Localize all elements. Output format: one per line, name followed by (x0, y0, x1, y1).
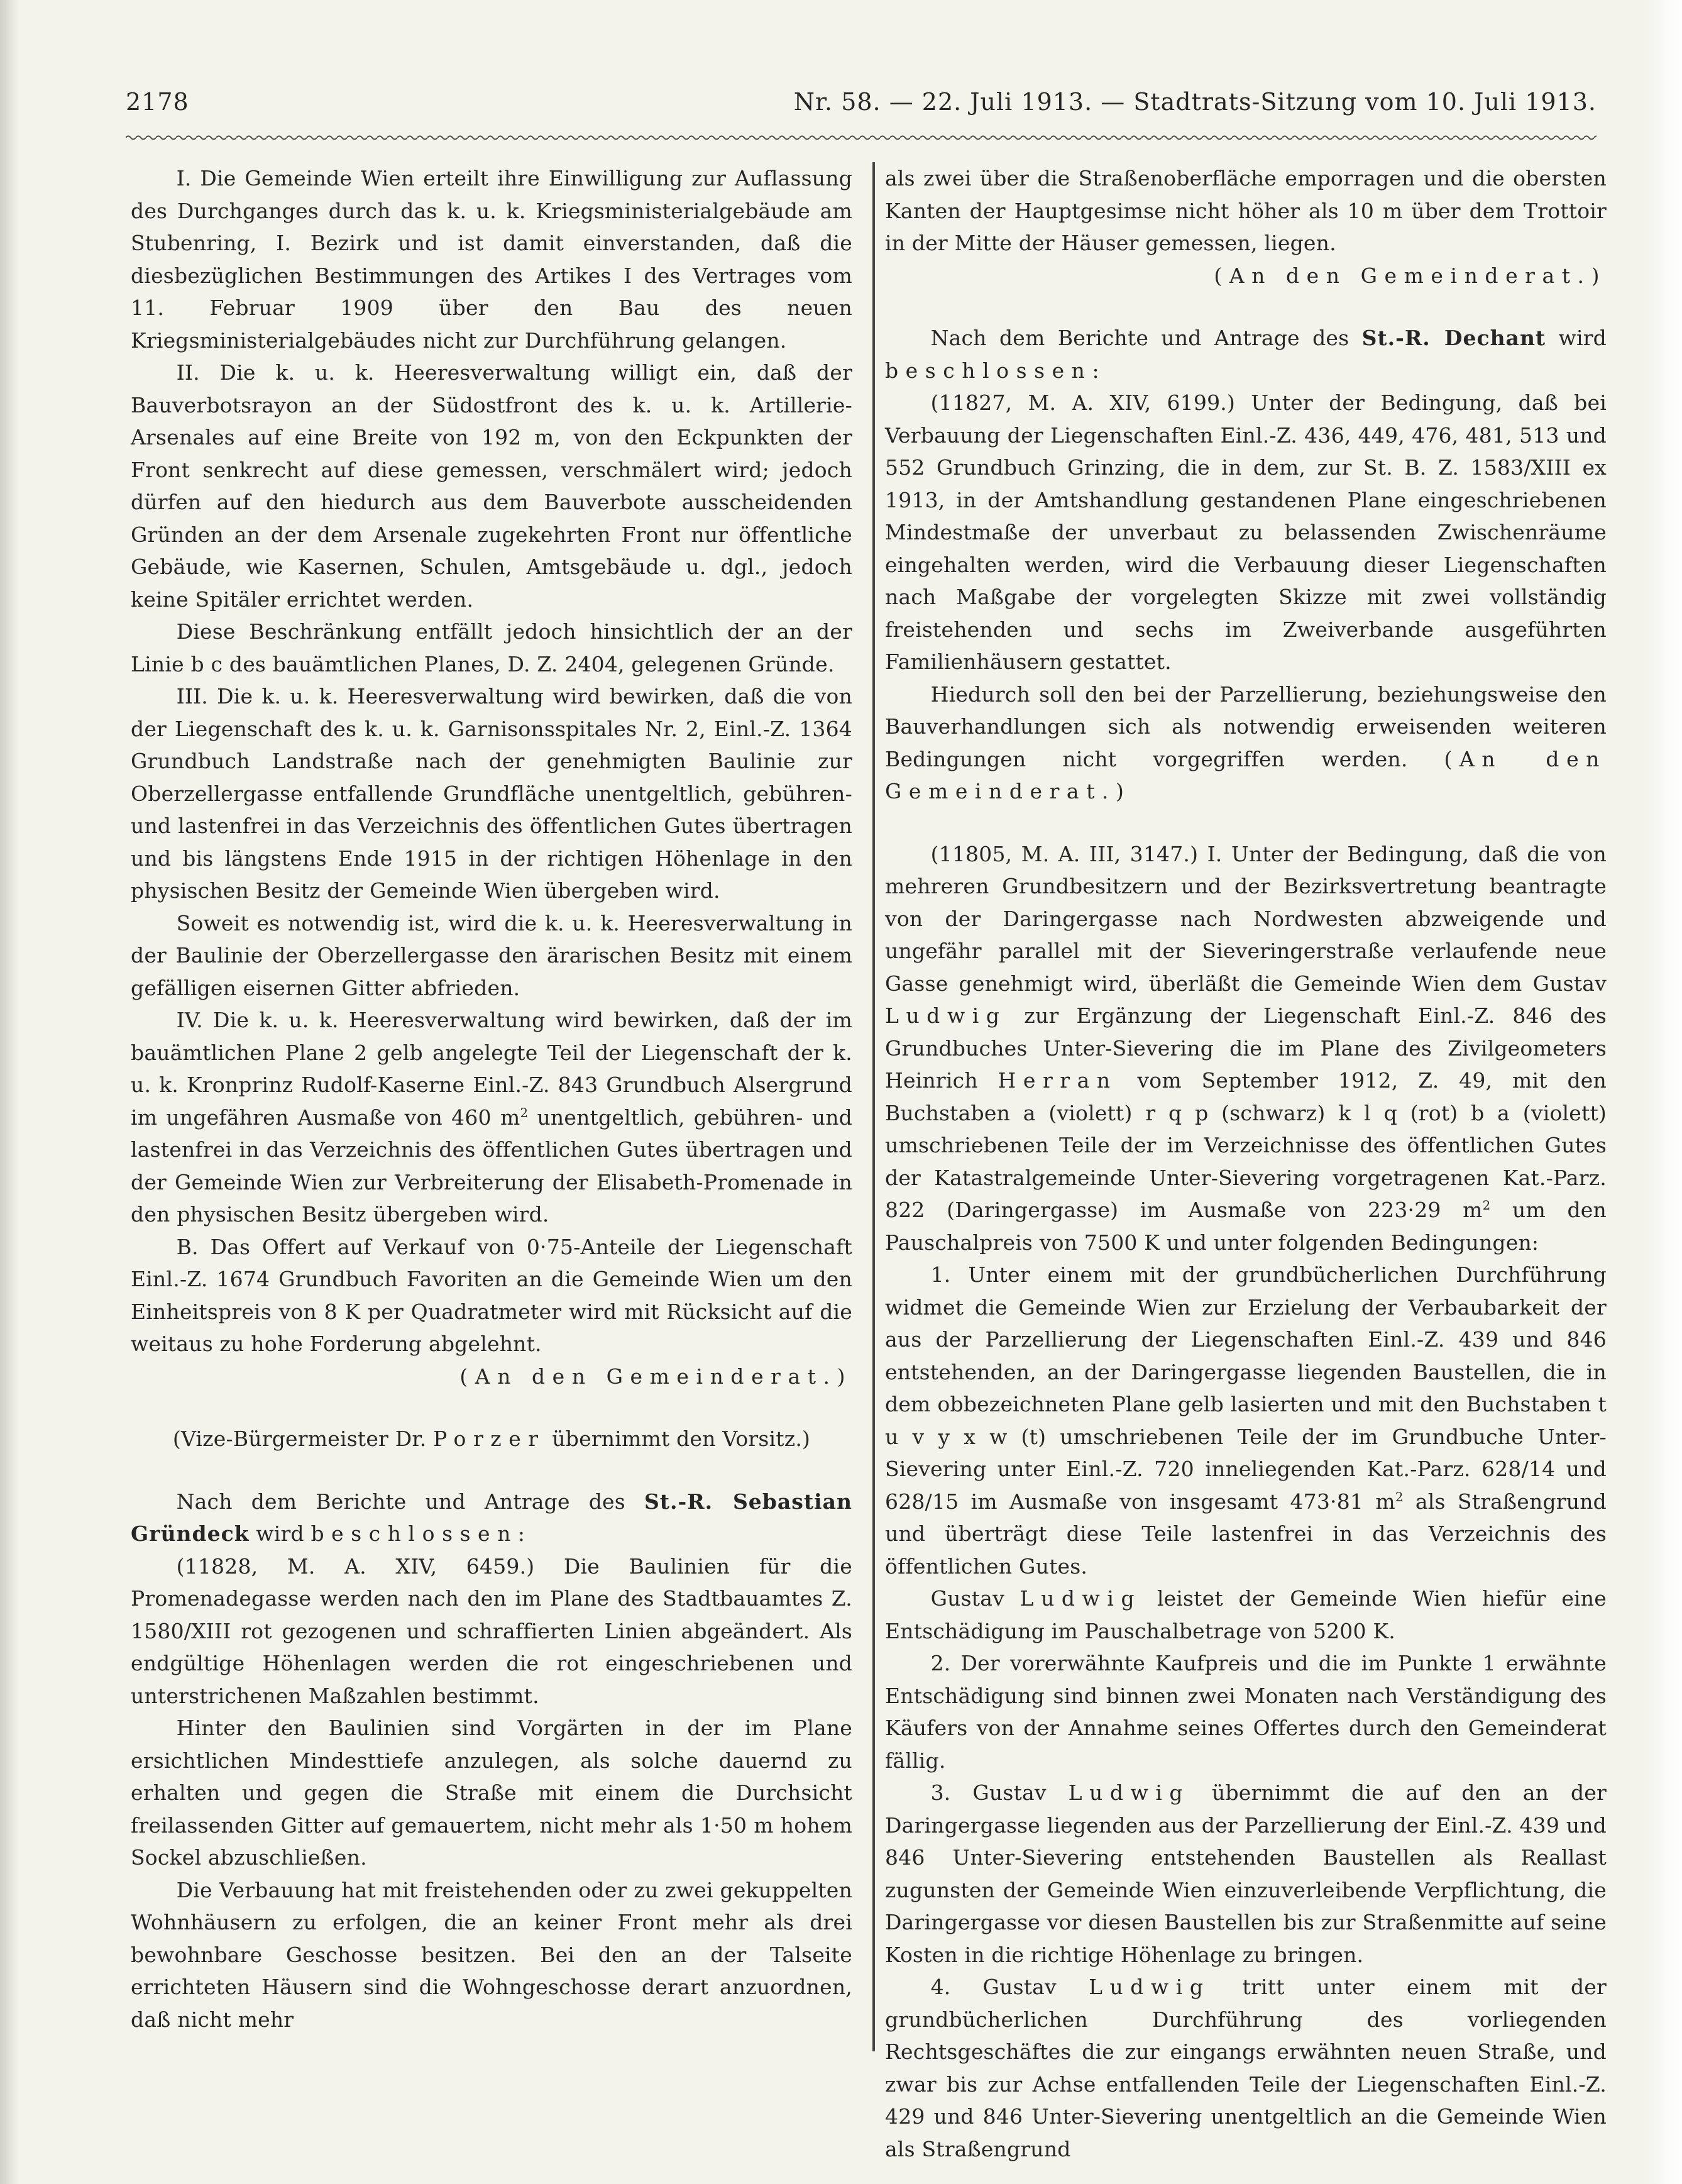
scan-left-edge (0, 0, 19, 2184)
condition-3 (885, 1777, 1607, 1971)
resolution-intro (131, 1486, 852, 1550)
page-number: 2178 (126, 88, 189, 116)
person-name: Ludwig (1020, 1586, 1142, 1611)
text-run: übernimmt die auf den an der Daringergasse liegenden aus der Parzellierung der Einl.-Z. 439 und 846 Unter-Sievering entstehenden Baustellen als Reallast zugunsten der Gemeinde Wien einzuverleibende Verpflichtung, die Daringergasse vor diesen Baustellen bis zur Straßenmitte auf seine Kosten in die richtige Höhenlage zu bringen. (885, 1780, 1607, 1967)
text-run: 1. Unter einem mit der grundbücherlichen Durchführung widmet die Gemeinde Wien zur Erzielung der Verbaubarkeit der aus der Parzellierung der Liegenschaften Einl.-Z. 439 und 846 entstehenden, an der Daringergasse liegenden Baustellen, die in dem obbezeichneten Plane gelb lasierten und mit den Buchstaben t u v y x w (t) umschriebenen Teile der im Grundbuche Unter-Sievering unter Einl.-Z. 720 inneliegenden Kat.-Parz. 628/14 und 628/15 im Ausmaße von insgesamt 473·81 m (885, 1262, 1607, 1514)
councillor-name: St.-R. Sebastian Gründeck (131, 1489, 852, 1546)
text-run: Nach dem Berichte und Antrage des (930, 326, 1362, 350)
paragraph-offert-favoriten: B. Das Offert auf Verkauf von 0·75-Anteile der Liegenschaft Einl.-Z. 1674 Grundbuch Favoriten an die Gemeinde Wien um den Einheitspreis von 8 K per Quadratmeter wird mit Rücksicht auf die weitaus zu hohe Forderung abgelehnt. (131, 1234, 852, 1356)
resolved-word: beschlossen: (885, 358, 1107, 383)
text-run: Nach dem Berichte und Antrage des (176, 1489, 644, 1514)
text-run: leistet der Gemeinde Wien hiefür eine Entschädigung im Pauschalbetrage von 5200 K. (885, 1586, 1607, 1643)
text-run: Hiedurch soll den bei der Parzellierung, beziehungsweise den Bauverhandlungen sich als notwendig erweisenden weiteren Bedingungen nicht vorgegriffen werden. (885, 681, 1607, 771)
text-run: (Vize-Bürgermeister Dr. (172, 1426, 434, 1451)
paragraph-vorgaerten: Hinter den Baulinien sind Vorgärten in der im Plane ersichtlichen Mindesttiefe anzulegen, als solche dauernd zu erhalten und gegen die Straße mit einem die Durchsicht freilassenden Gitter auf gemauertem, nicht mehr als 1·50 m hohem Sockel abzuschließen. (131, 1716, 852, 1870)
column-divider (872, 162, 875, 2051)
text-run: zur Ergänzung der Liegenschaft Einl.-Z. 846 des Grundbuches Unter-Sievering die im Plane des Zivilgeometers Heinrich (885, 1003, 1607, 1093)
text-run: wird (1546, 326, 1607, 350)
paragraph-parzellierung (885, 678, 1607, 808)
page-header (126, 88, 1597, 126)
condition-2: 2. Der vorerwähnte Kaufpreis und die im Punkte 1 erwähnte Entschädigung sind binnen zwei Monaten nach Verständigung des Käufers von der Annahme seines Offertes durch den Gemeinderat fällig. (885, 1651, 1607, 1773)
condition-1 (885, 1259, 1607, 1582)
text-run: vom September 1912, Z. 49, mit den Buchstaben a (violett) r q p (schwarz) k l q (rot) b a (violett) umschriebenen Teile der im Verzeichnisse des öffentlichen Gutes der Katastralgemeinde Unter-Sievering vorgetragenen Kat.-Parz. 822 (Daringergasse) im Ausmaße von 223·29 m (885, 1068, 1607, 1222)
text-run: IV. Die k. u. k. Heeresverwaltung wird bewirken, daß der im bauämtlichen Plane 2 gelb angelegte Teil der Liegenschaft der k. u. k. Kronprinz Rudolf-Kaserne Einl.-Z. 843 Grundbuch Alsergrund im ungefähren Ausmaße von 460 m (131, 1008, 852, 1130)
paragraph-continuation: als zwei über die Straßenoberfläche emporragen und die obersten Kanten der Hauptgesimse nicht höher als 10 m über dem Trottoir in der Mitte der Häuser gemessen, liegen. (885, 166, 1607, 255)
running-title: Nr. 58. — 22. Juli 1913. — Stadtrats-Sitzung vom 10. Juli 1913. (793, 88, 1597, 116)
text-run: 3. Gustav (930, 1780, 1069, 1805)
paragraph-grinzing: (11827, M. A. XIV, 6199.) Unter der Bedingung, daß bei Verbauung der Liegenschaften Einl.-Z. 436, 449, 476, 481, 513 und 552 Grundbuch Grinzing, die in dem, zur St. B. Z. 1583/XIII ex 1913, in der Amtshandlung gestandenen Plane eingeschriebenen Mindestmaße der unverbaut zu belassenden Zwischenräume eingehalten werden, wird die Verbauung dieser Liegenschaften nach Maßgabe der vorgelegten Skizze mit zwei vollständig freistehenden und sechs im Zweiverbande ausgeführten Familienhäusern gestattet. (885, 390, 1607, 674)
text-run: tritt unter einem mit der grundbücherlichen Durchführung des vorliegenden Rechtsgeschäftes die zur eingangs erwähnten neuen Straße, und zwar bis zur Achse entfallenden Teile der Liegenschaften Einl.-Z. 429 und 846 Unter-Sievering unentgeltlich an die Gemeinde Wien als Straßengrund (885, 1975, 1607, 2161)
councillor-name: St.-R. Dechant (1361, 326, 1546, 350)
text-run: als Straßengrund und überträgt diese Teile lastenfrei in das Verzeichnis des öffentlichen Gutes. (885, 1489, 1607, 1579)
left-column (131, 162, 852, 2036)
condition-4 (885, 1971, 1607, 2165)
paragraph-verbauung: Die Verbauung hat mit freistehenden oder zu zwei gekuppelten Wohnhäusern zu erfolgen, die an keiner Front mehr als drei bewohnbare Geschosse besitzen. Bei den an der Talseite errichteten Häusern sind die Wohngeschosse derart anzuordnen, daß nicht mehr (131, 1877, 852, 2032)
person-name: Porzer (433, 1426, 546, 1451)
paragraph-entschaedigung (885, 1582, 1607, 1647)
paragraph-garnisonsspital: III. Die k. u. k. Heeresverwaltung wird bewirken, daß die von der Liegenschaft des k. u. k. Garnisonsspitales Nr. 2, Einl.-Z. 1364 Grundbuch Landstraße nach der genehmigten Baulinie zur Oberzellergasse entfallende Grundfläche unentgeltlich, gebühren- und lastenfrei in das Verzeichnis des öffentlichen Gutes übertragen und bis längstens Ende 1915 in der richtigen Höhenlage in den physischen Besitz der Gemeinde Wien übergeben wird. (131, 684, 852, 903)
person-name: Ludwig (1088, 1975, 1211, 1999)
paragraph-bauverbotsrayon: II. Die k. u. k. Heeresverwaltung willigt ein, daß der Bauverbotsrayon an der Südostfront des k. u. k. Artillerie-Arsenales auf eine Breite von 192 m, von den Eckpunkten der Front senkrecht auf diese gemessen, verschmälert wird; jedoch dürfen auf den hiedurch aus dem Bauverbote ausscheidenden Gründen an der dem Arsenale zugekehrten Front nur öffentliche Gebäude, wie Kasernen, Schulen, Amtsgebäude u. dgl., jedoch keine Spitäler errichtet werden. (131, 360, 852, 612)
paragraph-beschraenkung: Diese Beschränkung entfällt jedoch hinsichtlich der an der Linie b c des bauämtlichen Planes, D. Z. 2404, gelegenen Gründe. (131, 619, 852, 676)
chair-notice (131, 1423, 852, 1455)
superscript: 2 (1395, 1489, 1404, 1504)
header-wavy-rule (126, 133, 1597, 142)
referral-gemeinderat: (An den Gemeinderat.) (885, 746, 1607, 803)
paragraph-promenadegasse: (11828, M. A. XIV, 6459.) Die Baulinien für die Promenadegasse werden nach den im Plane des Stadtbauamtes Z. 1580/XIII rot gezogenen und schraffierten Linien abgeändert. Als endgültige Höhenlagen werden die rot eingeschriebenen und unterstrichenen Maßzahlen bestimmt. (131, 1553, 852, 1708)
paragraph-kronprinz-kaserne (131, 1004, 852, 1231)
paragraph-gitter: Soweit es notwendig ist, wird die k. u. k. Heeresverwaltung in der Baulinie der Oberzellergasse den ärarischen Besitz mit einem gefälligen eisernen Gitter abfrieden. (131, 910, 852, 1000)
resolution-intro (885, 322, 1607, 387)
paragraph-kriegsministerium: I. Die Gemeinde Wien erteilt ihre Einwilligung zur Auflassung des Durchganges durch das k. u. k. Kriegsministerialgebäude am Stubenring, I. Bezirk und ist damit einverstanden, daß die diesbezüglichen Bestimmungen des Artikes I des Vertrages vom 11. Februar 1909 über den Bau des neuen Kriegsministerialgebäudes nicht zur Durchführung gelangen. (131, 166, 852, 353)
paragraph-daringergasse (885, 838, 1607, 1259)
referral-gemeinderat: (An den Gemeinderat.) (459, 1364, 852, 1389)
superscript: 2 (1482, 1198, 1491, 1213)
scan-right-edge (1646, 0, 1682, 2184)
resolved-word: beschlossen: (311, 1521, 532, 1546)
text-run: wird (249, 1521, 311, 1546)
text-run: 4. Gustav (930, 1975, 1089, 1999)
person-name: Ludwig (1068, 1780, 1190, 1805)
text-run: Gustav (930, 1586, 1020, 1611)
superscript: 2 (520, 1105, 529, 1120)
text-run: (11805, M. A. III, 3147.) I. Unter der Bedingung, daß die von mehreren Grundbesitzern und der Bezirksvertretung beantragte von der Daringergasse nach Nordwesten abzweigende und ungefähr parallel mit der Sieveringerstraße verlaufende neue Gasse genehmigt wird, überläßt die Gemeinde Wien dem Gustav (885, 841, 1607, 996)
right-column (885, 162, 1607, 2165)
text-run: übernimmt den Vorsitz.) (545, 1426, 811, 1451)
referral-gemeinderat: (An den Gemeinderat.) (1214, 263, 1607, 288)
person-name: Ludwig (885, 1003, 1007, 1028)
person-name: Herran (998, 1068, 1118, 1093)
text-run: unentgeltlich, gebühren- und lastenfrei in das Verzeichnis des öffentlichen Gutes übertragen und der Gemeinde Wien zur Verbreiterung der Elisabeth-Promenade in den physischen Besitz übergeben wird. (131, 1105, 852, 1227)
text-run: um den Pauschalpreis von 7500 K und unter folgenden Bedingungen: (885, 1198, 1607, 1255)
